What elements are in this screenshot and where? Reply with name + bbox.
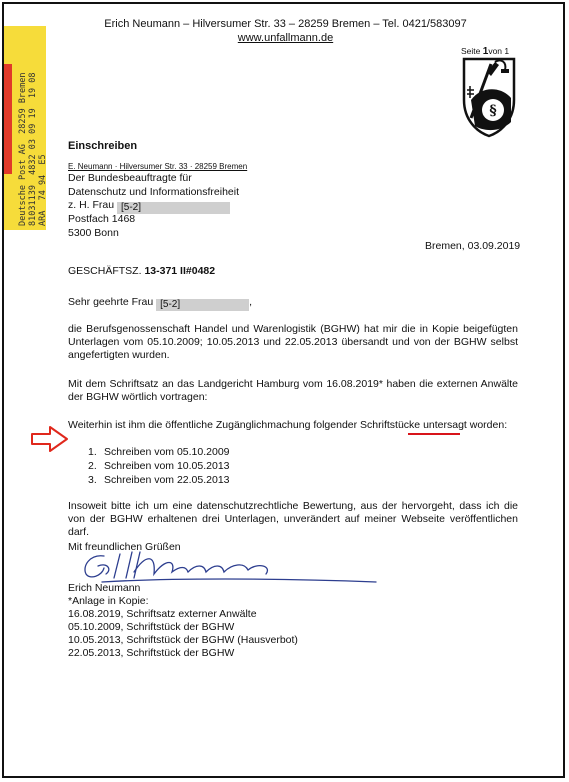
paragraph-1: die Berufsgenossenschaft Handel und Warenlogistik (BGHW) hat mir die in Kopie beigefügten Unterlagen vom 05.10.2009; 10.05.2013 und 22.05.2013 übersandt und von der BGHW selbst angefertigten wurden.	[68, 323, 518, 361]
list-item-number: 3.	[88, 474, 97, 486]
reference-prefix: GESCHÄFTSZ.	[68, 265, 145, 277]
shield-logo-icon	[461, 56, 517, 138]
list-item-text: Schreiben vom 10.05.2013	[104, 460, 230, 472]
stamp-line-1: Deutsche Post AG 28259 Bremen	[18, 72, 28, 226]
closing: Mit freundlichen Grüßen	[68, 541, 181, 553]
salutation-prefix: Sehr geehrte Frau	[68, 296, 157, 308]
svg-text:§: §	[489, 103, 497, 119]
letter-date: Bremen, 03.09.2019	[425, 240, 521, 252]
list-item-number: 2.	[88, 460, 97, 472]
attachment-item: 22.05.2013, Schriftstück der BGHW	[68, 647, 235, 659]
salutation	[68, 296, 252, 311]
page-label-post: von 1	[488, 46, 510, 56]
paragraph-3	[68, 419, 507, 432]
list-item-text: Schreiben vom 22.05.2013	[104, 474, 230, 486]
list-item-text: Schreiben vom 05.10.2009	[104, 446, 230, 458]
letter-type: Einschreiben	[68, 140, 138, 152]
recipient-line-3	[68, 199, 230, 214]
postage-stamp-text	[18, 72, 48, 226]
recipient-line-1: Der Bundesbeauftragte für	[68, 172, 192, 184]
letter-page	[2, 2, 565, 778]
document-list	[88, 446, 230, 488]
header-address: Erich Neumann – Hilversumer Str. 33 – 28259 Bremen – Tel. 0421/583097	[104, 18, 467, 30]
attachment-heading: *Anlage in Kopie:	[68, 595, 149, 607]
paragraph-3-after: worden:	[466, 419, 508, 431]
list-item-number: 1.	[88, 446, 97, 458]
attachment-item: 10.05.2013, Schriftstück der BGHW (Hausverbot)	[68, 634, 298, 646]
recipient-line-2: Datenschutz und Informationsfreiheit	[68, 186, 240, 198]
salutation-redaction-box: [5-2]	[156, 299, 249, 311]
sender-return-line: E. Neumann · Hilversumer Str. 33 · 28259 Bremen	[68, 162, 248, 171]
list-item	[88, 460, 230, 474]
recipient-prefix: z. H. Frau	[68, 199, 118, 211]
page-number: 1	[482, 46, 489, 57]
red-arrow-icon	[30, 424, 70, 454]
list-item	[88, 474, 230, 488]
paragraph-2: Mit dem Schriftsatz an das Landgericht Hamburg vom 16.08.2019* haben die externen Anwälte der BGHW wörtlich vortragen:	[68, 378, 518, 403]
signature-name: Erich Neumann	[68, 582, 141, 594]
paragraph-3-before: Weiterhin ist ihm die öffentliche Zugänglichmachung folgender Schriftstücke	[68, 419, 424, 431]
recipient-line-5: 5300 Bonn	[68, 227, 119, 239]
reference-number: 13-371 II#0482	[144, 265, 216, 277]
stamp-line-3: ARA 74 94 E5	[38, 154, 48, 226]
attachment-item: 05.10.2009, Schriftstück der BGHW	[68, 621, 235, 633]
paragraph-4: Insoweit bitte ich um eine datenschutzrechtliche Bewertung, aus der hervorgeht, dass ich die von der BGHW erhaltenen drei Unterlagen, unverändert auf meiner Webseite veröffentlichen darf.	[68, 500, 518, 538]
stamp-line-2: 81031139 4832 03 09 19 19 08	[28, 72, 38, 226]
reference-line	[68, 265, 215, 278]
redaction-box: [5-2]	[117, 202, 230, 214]
postage-stamp-red-bar	[4, 64, 12, 174]
salutation-suffix: ,	[249, 296, 253, 308]
page-label-pre: Seite	[461, 46, 483, 56]
paragraph-3-emphasis: untersagt	[423, 419, 467, 431]
header-website-link[interactable]: www.unfallmann.de	[237, 32, 334, 44]
attachments-list	[68, 595, 298, 660]
red-underline-mark	[408, 433, 460, 435]
recipient-line-4: Postfach 1468	[68, 213, 136, 225]
attachment-item: 16.08.2019, Schriftsatz externer Anwälte	[68, 608, 257, 620]
list-item	[88, 446, 230, 460]
